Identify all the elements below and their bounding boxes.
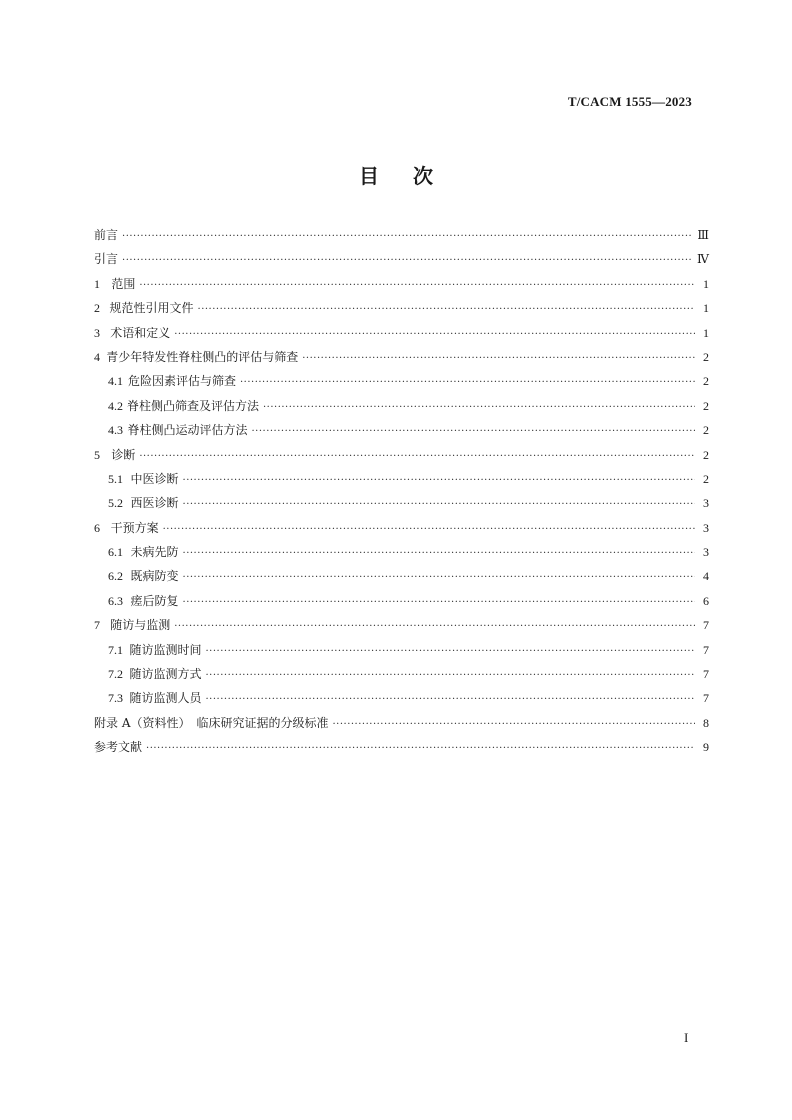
toc-dot-leader: [206, 671, 696, 681]
toc-entry-page: 2: [703, 471, 709, 486]
toc-entry-label: 脊柱侧凸筛查及评估方法: [126, 398, 259, 413]
toc-entry-number: 7: [94, 618, 100, 633]
toc-entry[interactable]: [94, 689, 709, 713]
toc-entry-page: 2: [703, 423, 709, 438]
toc-entry-number: 6.1: [108, 545, 123, 560]
toc-entry-label: 随访监测时间: [129, 642, 202, 657]
toc-entry-label: 青少年特发性脊柱侧凸的评估与筛查: [106, 349, 299, 364]
toc-entry[interactable]: [94, 616, 709, 640]
toc-entry[interactable]: [94, 299, 709, 323]
toc-entry-label: 范围: [111, 276, 136, 291]
document-code: T/CACM 1555—2023: [567, 94, 692, 109]
toc-dot-leader: [332, 720, 695, 730]
toc-entry-label: 前言: [94, 228, 119, 242]
toc-entry[interactable]: [94, 421, 709, 445]
toc-entry-page: 7: [703, 667, 709, 682]
toc-entry-label: 随访与监测: [110, 618, 171, 633]
toc-dot-leader: [206, 695, 696, 705]
toc-dot-leader: [139, 281, 695, 291]
toc-entry[interactable]: [94, 275, 709, 299]
toc-entry-page: Ⅲ: [697, 228, 709, 242]
toc-entry-number: 3: [94, 325, 100, 340]
toc-entry-page: 3: [703, 545, 709, 560]
page-title-char-2: 次: [413, 164, 433, 188]
toc-entry-number: 5: [94, 447, 100, 462]
toc-entry-label: 脊柱侧凸运动评估方法: [127, 423, 248, 438]
toc-entry-label: 诊断: [111, 447, 136, 462]
toc-entry[interactable]: [94, 397, 709, 421]
toc-entry-page: 3: [703, 520, 709, 535]
toc-entry[interactable]: [94, 324, 709, 348]
toc-entry-page: 1: [703, 301, 709, 316]
toc-entry-number: 6.3: [108, 593, 123, 608]
toc-entry[interactable]: [94, 592, 709, 616]
toc-entry-label: 瘥后防复: [130, 593, 179, 608]
toc-entry-page: 2: [703, 447, 709, 462]
toc-entry-label: 未病先防: [130, 545, 179, 560]
toc-entry-label: 随访监测人员: [129, 691, 202, 706]
toc-entry-page: Ⅳ: [697, 252, 709, 267]
toc-entry-page: 7: [703, 642, 709, 657]
toc-entry-label: 危险因素评估与筛查: [127, 374, 236, 389]
toc-entry[interactable]: [94, 567, 709, 591]
toc-entry-label: 附录 A（资料性） 临床研究证据的分级标准: [94, 715, 329, 730]
toc-dot-leader: [163, 525, 695, 535]
toc-entry[interactable]: [94, 226, 709, 250]
toc-dot-leader: [174, 622, 695, 632]
toc-entry-label: 干预方案: [110, 520, 159, 535]
toc-entry[interactable]: [94, 372, 709, 396]
toc-entry[interactable]: [94, 738, 709, 762]
toc-entry-page: 7: [703, 691, 709, 706]
toc-dot-leader: [174, 330, 695, 340]
toc-dot-leader: [263, 403, 695, 413]
page-title: [0, 160, 792, 189]
toc-dot-leader: [183, 476, 695, 486]
toc-entry-number: 5.1: [108, 471, 123, 486]
toc-entry-number: 5.2: [108, 496, 123, 511]
toc-entry[interactable]: [94, 470, 709, 494]
toc-entry-page: 1: [703, 325, 709, 340]
toc-dot-leader: [139, 452, 695, 462]
page-title-char-1: 目: [359, 164, 379, 188]
page-number: I: [684, 1030, 689, 1045]
toc-entry[interactable]: [94, 543, 709, 567]
toc-entry-label: 既病防变: [130, 569, 179, 584]
toc-entry-number: 4.3: [108, 423, 123, 438]
toc-entry[interactable]: [94, 348, 709, 372]
toc-entry-number: 1: [94, 276, 100, 291]
toc-dot-leader: [122, 232, 693, 242]
toc-entry-page: 2: [703, 374, 709, 389]
toc-dot-leader: [183, 598, 695, 608]
toc-entry[interactable]: [94, 250, 709, 274]
toc-entry-number: 4.2: [108, 398, 123, 413]
toc-entry-label: 中医诊断: [130, 471, 179, 486]
toc-dot-leader: [206, 647, 696, 657]
toc-entry-page: 2: [703, 349, 709, 364]
toc-entry-page: 1: [703, 276, 709, 291]
toc-entry-page: 2: [703, 398, 709, 413]
table-of-contents: [94, 226, 709, 763]
toc-dot-leader: [302, 354, 695, 364]
toc-entry-label: 随访监测方式: [129, 667, 202, 682]
toc-entry-number: 4.1: [108, 374, 123, 389]
toc-entry[interactable]: [94, 714, 709, 738]
toc-entry[interactable]: [94, 641, 709, 665]
toc-entry-number: 6.2: [108, 569, 123, 584]
toc-entry-page: 4: [703, 569, 709, 584]
toc-entry[interactable]: [94, 519, 709, 543]
toc-entry-number: 7.3: [108, 691, 123, 706]
toc-entry-label: 规范性引用文件: [109, 301, 194, 316]
toc-dot-leader: [183, 549, 695, 559]
toc-entry-number: 4: [94, 349, 100, 364]
toc-entry-page: 3: [703, 496, 709, 511]
toc-entry-label: 参考文献: [94, 740, 143, 755]
toc-entry-page: 9: [703, 740, 709, 755]
toc-entry-number: 6: [94, 520, 100, 535]
toc-entry[interactable]: [94, 446, 709, 470]
toc-dot-leader: [122, 256, 693, 266]
toc-dot-leader: [251, 427, 695, 437]
toc-entry-number: 2: [94, 301, 100, 316]
toc-dot-leader: [183, 573, 695, 583]
toc-entry[interactable]: [94, 665, 709, 689]
toc-entry[interactable]: [94, 494, 709, 518]
toc-entry-number: 7.1: [108, 642, 123, 657]
toc-entry-label: 术语和定义: [110, 325, 171, 340]
toc-entry-page: 7: [703, 618, 709, 633]
toc-dot-leader: [240, 378, 695, 388]
toc-entry-page: 8: [703, 715, 709, 730]
toc-entry-label: 引言: [94, 252, 119, 267]
toc-dot-leader: [146, 744, 695, 754]
toc-entry-page: 6: [703, 593, 709, 608]
toc-entry-label: 西医诊断: [130, 496, 179, 511]
toc-dot-leader: [183, 500, 695, 510]
toc-entry-number: 7.2: [108, 667, 123, 682]
toc-dot-leader: [198, 305, 695, 315]
